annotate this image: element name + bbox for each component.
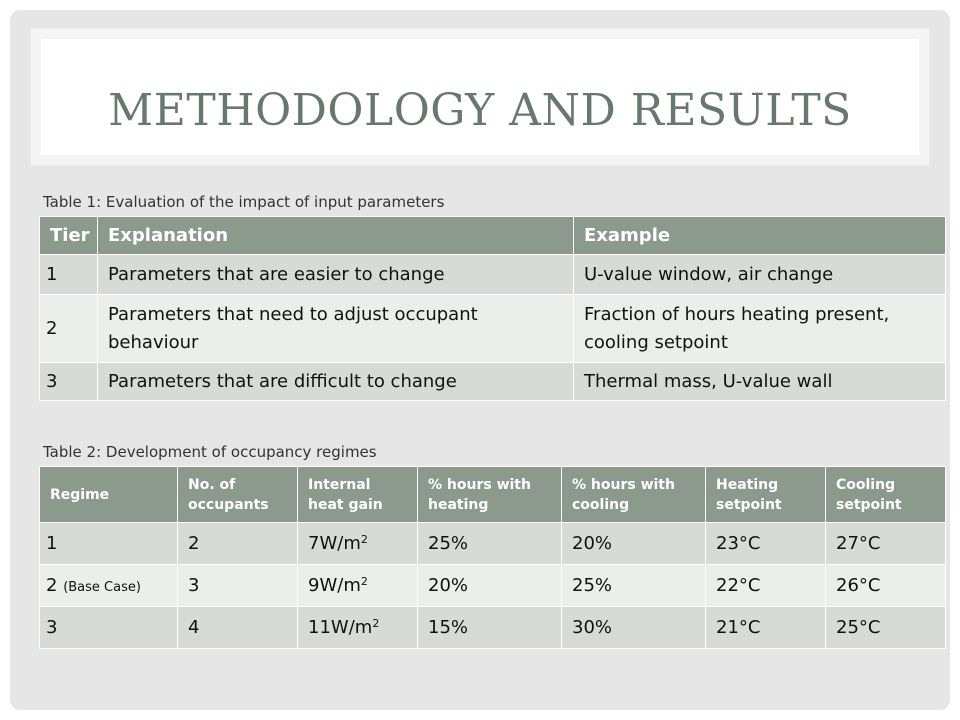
table-cell: 3 (40, 363, 98, 401)
column-header: % hours with cooling (562, 467, 706, 523)
table-row (40, 255, 946, 295)
heat-gain-value: 9W/m (308, 575, 361, 596)
table-cell: 27°C (826, 523, 946, 565)
table-cell: 25°C (826, 607, 946, 649)
table-cell: Parameters that need to adjust occupant behaviour (98, 295, 574, 363)
table-row (40, 565, 946, 607)
table-cell: 1 (40, 255, 98, 295)
table-header-row (40, 467, 946, 523)
table-cell: Parameters that are easier to change (98, 255, 574, 295)
heat-gain-value: 11W/m (308, 617, 373, 638)
column-header: Heating setpoint (706, 467, 826, 523)
table-row (40, 607, 946, 649)
table-row (40, 363, 946, 401)
unit-exponent: 2 (360, 575, 368, 588)
column-header: Explanation (98, 217, 574, 255)
regime-cell (40, 523, 178, 565)
table-cell: 25% (418, 523, 562, 565)
table-cell: Parameters that are difficult to change (98, 363, 574, 401)
table-cell: 2 (178, 523, 298, 565)
table-cell: 15% (418, 607, 562, 649)
regime-number: 3 (46, 617, 58, 638)
table-cell: 3 (178, 565, 298, 607)
table-cell: 20% (562, 523, 706, 565)
table-cell: 21°C (706, 607, 826, 649)
heat-gain-cell (298, 607, 418, 649)
regime-note: (Base Case) (63, 580, 141, 595)
regime-cell (40, 607, 178, 649)
table-row (40, 295, 946, 363)
parameter-impact-table (39, 216, 946, 401)
regime-cell (40, 565, 178, 607)
unit-exponent: 2 (372, 617, 380, 630)
table-cell: 20% (418, 565, 562, 607)
column-header: % hours with heating (418, 467, 562, 523)
table-cell: Thermal mass, U-value wall (574, 363, 946, 401)
title-panel (41, 39, 919, 155)
regime-number: 1 (46, 533, 58, 554)
table2-caption: Table 2: Development of occupancy regimes (43, 443, 377, 461)
regime-number: 2 (46, 575, 58, 596)
column-header: Example (574, 217, 946, 255)
table1-caption: Table 1: Evaluation of the impact of input parameters (43, 193, 445, 211)
column-header: Tier (40, 217, 98, 255)
column-header: No. of occupants (178, 467, 298, 523)
table-cell: 22°C (706, 565, 826, 607)
table-cell: 23°C (706, 523, 826, 565)
table-cell: 30% (562, 607, 706, 649)
column-header: Regime (40, 467, 178, 523)
slide-title: METHODOLOGY AND RESULTS (108, 85, 852, 136)
unit-exponent: 2 (360, 533, 368, 546)
table-cell: 2 (40, 295, 98, 363)
table-cell: U-value window, air change (574, 255, 946, 295)
table-header-row (40, 217, 946, 255)
column-header: Cooling setpoint (826, 467, 946, 523)
table-cell: Fraction of hours heating present, cooling setpoint (574, 295, 946, 363)
occupancy-regimes-table (39, 466, 946, 649)
table-row (40, 523, 946, 565)
table-cell: 26°C (826, 565, 946, 607)
column-header: Internal heat gain (298, 467, 418, 523)
table-cell: 4 (178, 607, 298, 649)
table-cell: 25% (562, 565, 706, 607)
heat-gain-cell (298, 565, 418, 607)
title-frame (30, 28, 930, 166)
heat-gain-value: 7W/m (308, 533, 361, 554)
heat-gain-cell (298, 523, 418, 565)
